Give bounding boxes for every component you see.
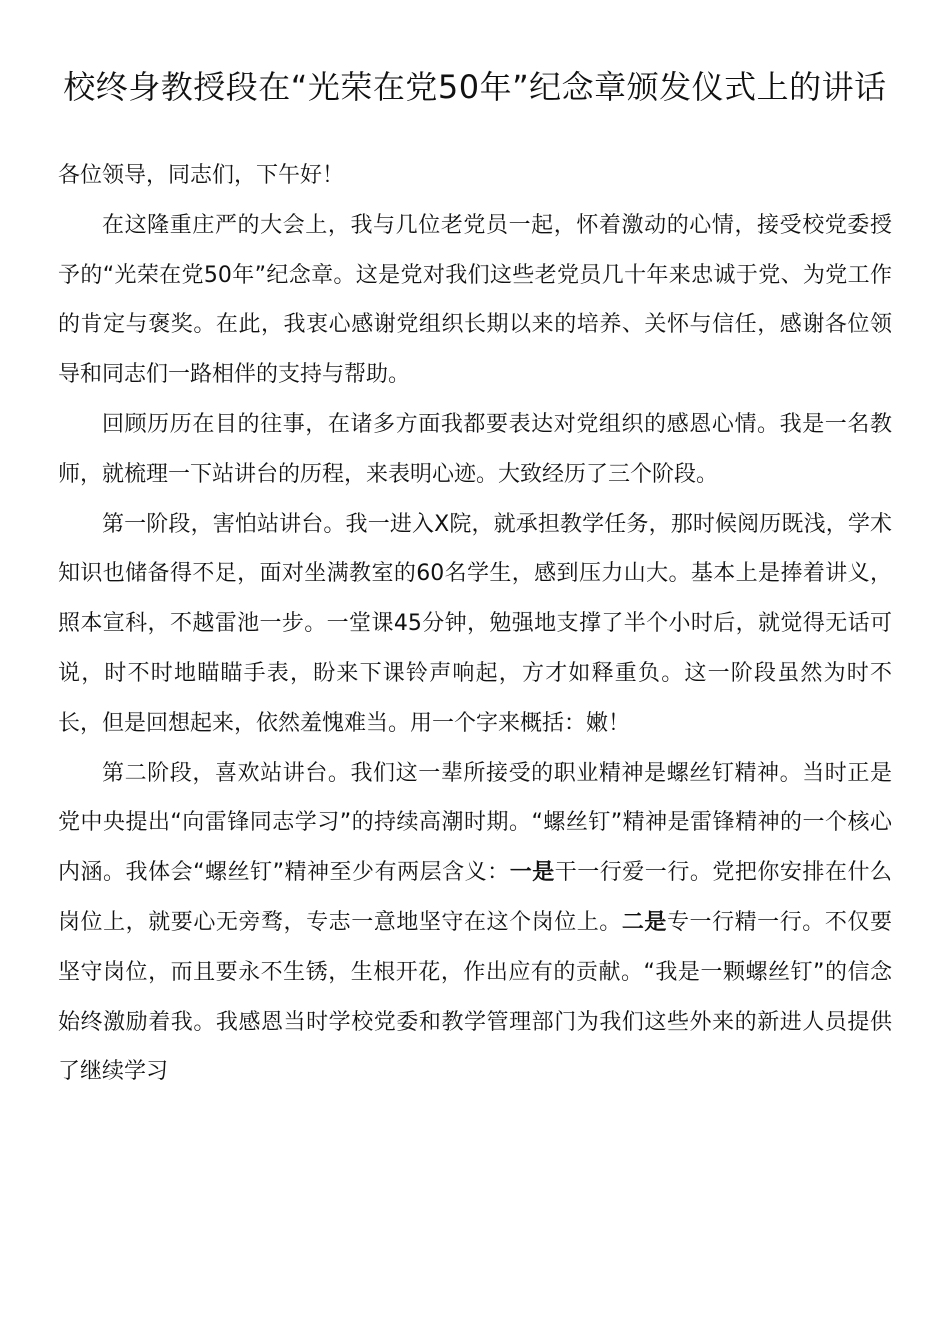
paragraph-4-part2: 干一行爱一行。党把你安排在什么岗位上，就要心无旁骛，专志一意地坚守在这个岗位上。 xyxy=(58,860,892,935)
paragraph-4-part1: 第二阶段，喜欢站讲台。我们这一辈所接受的职业精神是螺丝钉精神。当时正是党中央提出“向雷锋同志学习”的持续高潮时期。“螺丝钉”精神是雷锋精神的一个核心内涵。我体会“螺丝钉”精神至少有两层含义： xyxy=(58,760,892,886)
paragraph-4-part3: 专一行精一行。不仅要坚守岗位，而且要永不生锈，生根开花，作出应有的贡献。“我是一颗螺丝钉”的信念始终激励着我。我感恩当时学校党委和教学管理部门为我们这些外来的新进人员提供了继续学习 xyxy=(58,909,892,1085)
document-page xyxy=(58,62,892,1097)
document-title: 校终身教授段在“光荣在党50年”纪念章颁发仪式上的讲话 xyxy=(63,68,887,106)
greeting-paragraph: 各位领导，同志们，下午好！ xyxy=(58,163,345,188)
paragraph-4-bold-first: 一是 xyxy=(509,860,555,886)
paragraph-4 xyxy=(58,749,892,1098)
paragraph-4-bold-second: 二是 xyxy=(621,909,667,935)
paragraph-2: 回顾历历在目的往事，在诸多方面我都要表达对党组织的感恩心情。我是一名教师，就梳理一下站讲台的历程，来表明心迹。大致经历了三个阶段。 xyxy=(58,411,892,487)
paragraph-1: 在这隆重庄严的大会上，我与几位老党员一起，怀着激动的心情，接受校党委授予的“光荣在党50年”纪念章。这是党对我们这些老党员几十年来忠诚于党、为党工作的肯定与褒奖。在此，我衷心感谢党组织长期以来的培养、关怀与信任，感谢各位领导和同志们一路相伴的支持与帮助。 xyxy=(58,212,892,388)
paragraph-3: 第一阶段，害怕站讲台。我一进入X院，就承担教学任务，那时候阅历既浅，学术知识也储备得不足，面对坐满教室的60名学生，感到压力山大。基本上是捧着讲义，照本宣科，不越雷池一步。一堂课45分钟，勉强地支撑了半个小时后，就觉得无话可说，时不时地瞄瞄手表，盼来下课铃声响起，方才如释重负。这一阶段虽然为时不长，但是回想起来，依然羞愧难当。用一个字来概括：嫩！ xyxy=(58,511,892,736)
